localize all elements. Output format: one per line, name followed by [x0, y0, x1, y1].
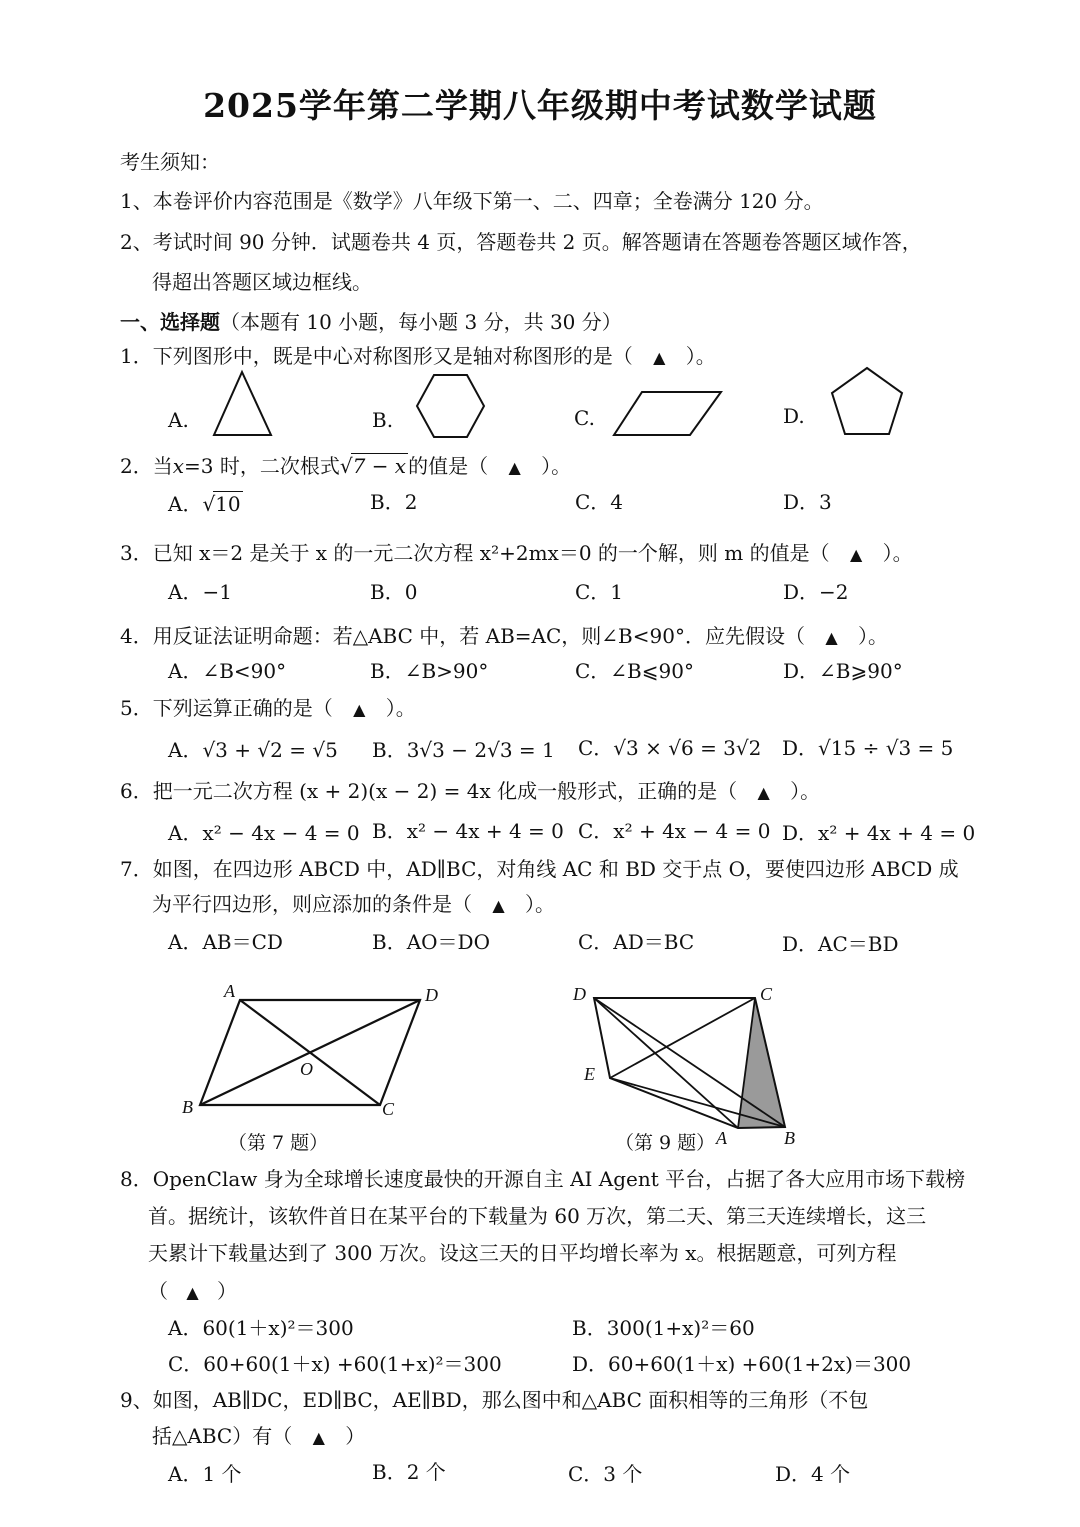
q6-end: ）。 [790, 779, 821, 803]
question-5-stem [120, 692, 416, 721]
q5-option-a: A．√3 + √2 = √5 [168, 738, 338, 762]
fig9-label-e: E [584, 1064, 595, 1084]
fig7-label-b: B [182, 1097, 193, 1117]
question-9-line-1: 9、如图，AB∥DC，ED∥BC，AE∥BD，那么图中和△ABC 面积相等的三角形（不包 [120, 1388, 869, 1412]
q2-option-d: D．3 [783, 490, 832, 514]
q3-end: ）。 [882, 541, 913, 565]
q6-option-a: A．x² − 4x − 4 = 0 [168, 821, 360, 845]
q6-text: 6．把一元二次方程 (x + 2)(x − 2) = 4x 化成一般形式，正确的是（ [120, 779, 738, 803]
q6-option-b: B．x² − 4x + 4 = 0 [372, 819, 564, 843]
q2-radical: 7 − x [352, 454, 407, 478]
q2-option-c: C．4 [575, 490, 624, 514]
question-2-stem: 2．当x=3 时，二次根式√7 − x 的值是（ ▲ ）。 [120, 454, 572, 478]
notice-line-2b: 得超出答题区域边框线。 [152, 270, 372, 294]
section-note: （本题有 10 小题，每小题 3 分，共 30 分） [220, 310, 622, 334]
q2-var: x [172, 454, 185, 478]
q2-pre: 2．当 [120, 454, 173, 478]
q3-option-d: D．−2 [783, 580, 849, 604]
question-7-stem-line-1: 7．如图，在四边形 ABCD 中，AD∥BC，对角线 AC 和 BD 交于点 O，要使四边形 ABCD 成 [120, 857, 959, 881]
question-7-stem-line-2 [152, 888, 555, 917]
triangle-shape-icon [205, 368, 280, 440]
question-9-line-2 [152, 1420, 365, 1449]
fig7-label-d: D [425, 985, 438, 1005]
q8-end: ） [217, 1279, 238, 1303]
q4-option-b: B．∠B>90° [370, 659, 489, 683]
q2-mid: =3 时，二次根式 [184, 454, 340, 478]
q8-option-b: B．300(1+x)²＝60 [572, 1316, 755, 1340]
q7-option-a: A．AB＝CD [168, 930, 283, 954]
q6-option-d: D．x² + 4x + 4 = 0 [782, 821, 976, 845]
q5-end: ）。 [385, 696, 416, 720]
q4-option-d: D．∠B⩾90° [783, 659, 903, 683]
answer-placeholder-icon: ▲ [757, 783, 770, 802]
section-title: 一、选择题 [120, 310, 220, 334]
question-8-line-3: 天累计下载量达到了 300 万次。设这三天的日平均增长率为 x。根据题意，可列方程 [148, 1241, 897, 1265]
q7-end: ）。 [525, 892, 556, 916]
question-8-line-2: 首。据统计，该软件首日在某平台的下载量为 60 万次，第二天、第三天连续增长，这三 [148, 1204, 927, 1228]
q5-option-b: B．3√3 − 2√3 = 1 [372, 738, 555, 762]
answer-placeholder-icon: ▲ [353, 700, 366, 719]
fig7-label-c: C [382, 1099, 395, 1119]
q3-option-a: A．−1 [168, 580, 232, 604]
q7-option-c: C．AD＝BC [578, 930, 695, 954]
q3-text: 3．已知 x＝2 是关于 x 的一元二次方程 x²+2mx＝0 的一个解，则 m 的值是（ [120, 541, 830, 565]
q2-a-radical: 10 [215, 492, 241, 516]
question-8-line-4 [148, 1275, 237, 1304]
q8-option-d: D．60+60(1＋x) +60(1+2x)＝300 [572, 1352, 912, 1376]
answer-placeholder-icon: ▲ [492, 896, 505, 915]
notice-line-2a: 2、考试时间 90 分钟．试题卷共 4 页，答题卷共 2 页。解答题请在答题卷答题区域作答， [120, 230, 922, 254]
q9-option-d: D．4 个 [775, 1462, 851, 1486]
q9-option-c: C．3 个 [568, 1462, 643, 1486]
q2-post: 的值是（ [408, 454, 489, 478]
figure-7-diagram [170, 975, 460, 1125]
parallelogram-shape-icon [610, 388, 725, 440]
notice-heading: 考生须知： [120, 150, 220, 174]
fig9-label-c: C [760, 984, 773, 1004]
fig9-label-b: B [784, 1128, 795, 1148]
q1-option-a-label: A. [168, 408, 189, 432]
q3-option-c: C．1 [575, 580, 624, 604]
question-1-stem [120, 340, 716, 369]
q6-option-c: C．x² + 4x − 4 = 0 [578, 819, 771, 843]
shaded-triangle [738, 998, 785, 1128]
question-3-stem [120, 537, 913, 566]
answer-placeholder-icon: ▲ [312, 1428, 325, 1447]
fig7-label-o: O [300, 1059, 313, 1079]
q1-option-c-label: C. [574, 406, 595, 430]
q7-option-b: B．AO＝DO [372, 930, 490, 954]
fig9-label-a: A [716, 1128, 727, 1148]
q7-option-d: D．AC＝BD [782, 932, 899, 956]
q1-text: 1．下列图形中，既是中心对称图形又是轴对称图形的是（ [120, 344, 633, 368]
q4-text: 4．用反证法证明命题：若△ABC 中，若 AB=AC，则∠B<90°．应先假设（ [120, 624, 805, 648]
question-8-line-1: 8．OpenClaw 身为全球增长速度最快的开源自主 AI Agent 平台，占据了各大应用市场下载榜 [120, 1167, 966, 1191]
exam-title: 2025学年第二学期八年级期中考试数学试题 [203, 86, 877, 125]
q8-open: （ [148, 1279, 168, 1303]
pentagon-shape-icon [826, 364, 908, 440]
q3-option-b: B．0 [370, 580, 418, 604]
q9-text: 括△ABC）有（ [152, 1424, 293, 1448]
q9-option-a: A．1 个 [168, 1462, 242, 1486]
question-4-stem [120, 620, 888, 649]
answer-placeholder-icon: ▲ [186, 1283, 199, 1302]
answer-placeholder-icon: ▲ [653, 348, 666, 367]
q7-text: 为平行四边形，则应添加的条件是（ [152, 892, 472, 916]
q4-end: ）。 [857, 624, 888, 648]
q5-option-c: C．√3 × √6 = 3√2 [578, 736, 762, 760]
figure-7-caption: （第 7 题） [228, 1132, 329, 1154]
q5-text: 5．下列运算正确的是（ [120, 696, 333, 720]
fig7-label-a: A [224, 981, 235, 1001]
answer-placeholder-icon: ▲ [849, 545, 863, 564]
hexagon-shape-icon [410, 370, 490, 442]
q5-option-d: D．√15 ÷ √3 = 5 [782, 736, 954, 760]
figure-9-caption: （第 9 题） [615, 1132, 716, 1154]
section-heading [120, 306, 622, 335]
notice-line-1: 1、本卷评价内容范围是《数学》八年级下第一、二、四章；全卷满分 120 分。 [120, 189, 824, 213]
q4-option-a: A．∠B<90° [168, 659, 287, 683]
answer-placeholder-icon: ▲ [508, 458, 521, 477]
q2-option-a: A．√10 [168, 492, 241, 516]
q1-end: ）。 [685, 344, 716, 368]
q2-a-label: A． [168, 492, 203, 516]
figure-9-diagram [570, 980, 810, 1150]
q4-option-c: C．∠B⩽90° [575, 659, 694, 683]
q9-option-b: B．2 个 [372, 1460, 446, 1484]
fig9-label-d: D [573, 984, 586, 1004]
q2-option-b: B．2 [370, 490, 418, 514]
q2-end: ）。 [541, 454, 572, 478]
q1-option-b-label: B. [372, 408, 394, 432]
question-6-stem [120, 775, 820, 804]
q8-option-c: C．60+60(1＋x) +60(1+x)²＝300 [168, 1352, 502, 1376]
answer-placeholder-icon: ▲ [825, 628, 838, 647]
q8-option-a: A．60(1＋x)²＝300 [168, 1316, 354, 1340]
q1-option-d-label: D. [783, 404, 805, 428]
q9-end: ） [345, 1424, 366, 1448]
